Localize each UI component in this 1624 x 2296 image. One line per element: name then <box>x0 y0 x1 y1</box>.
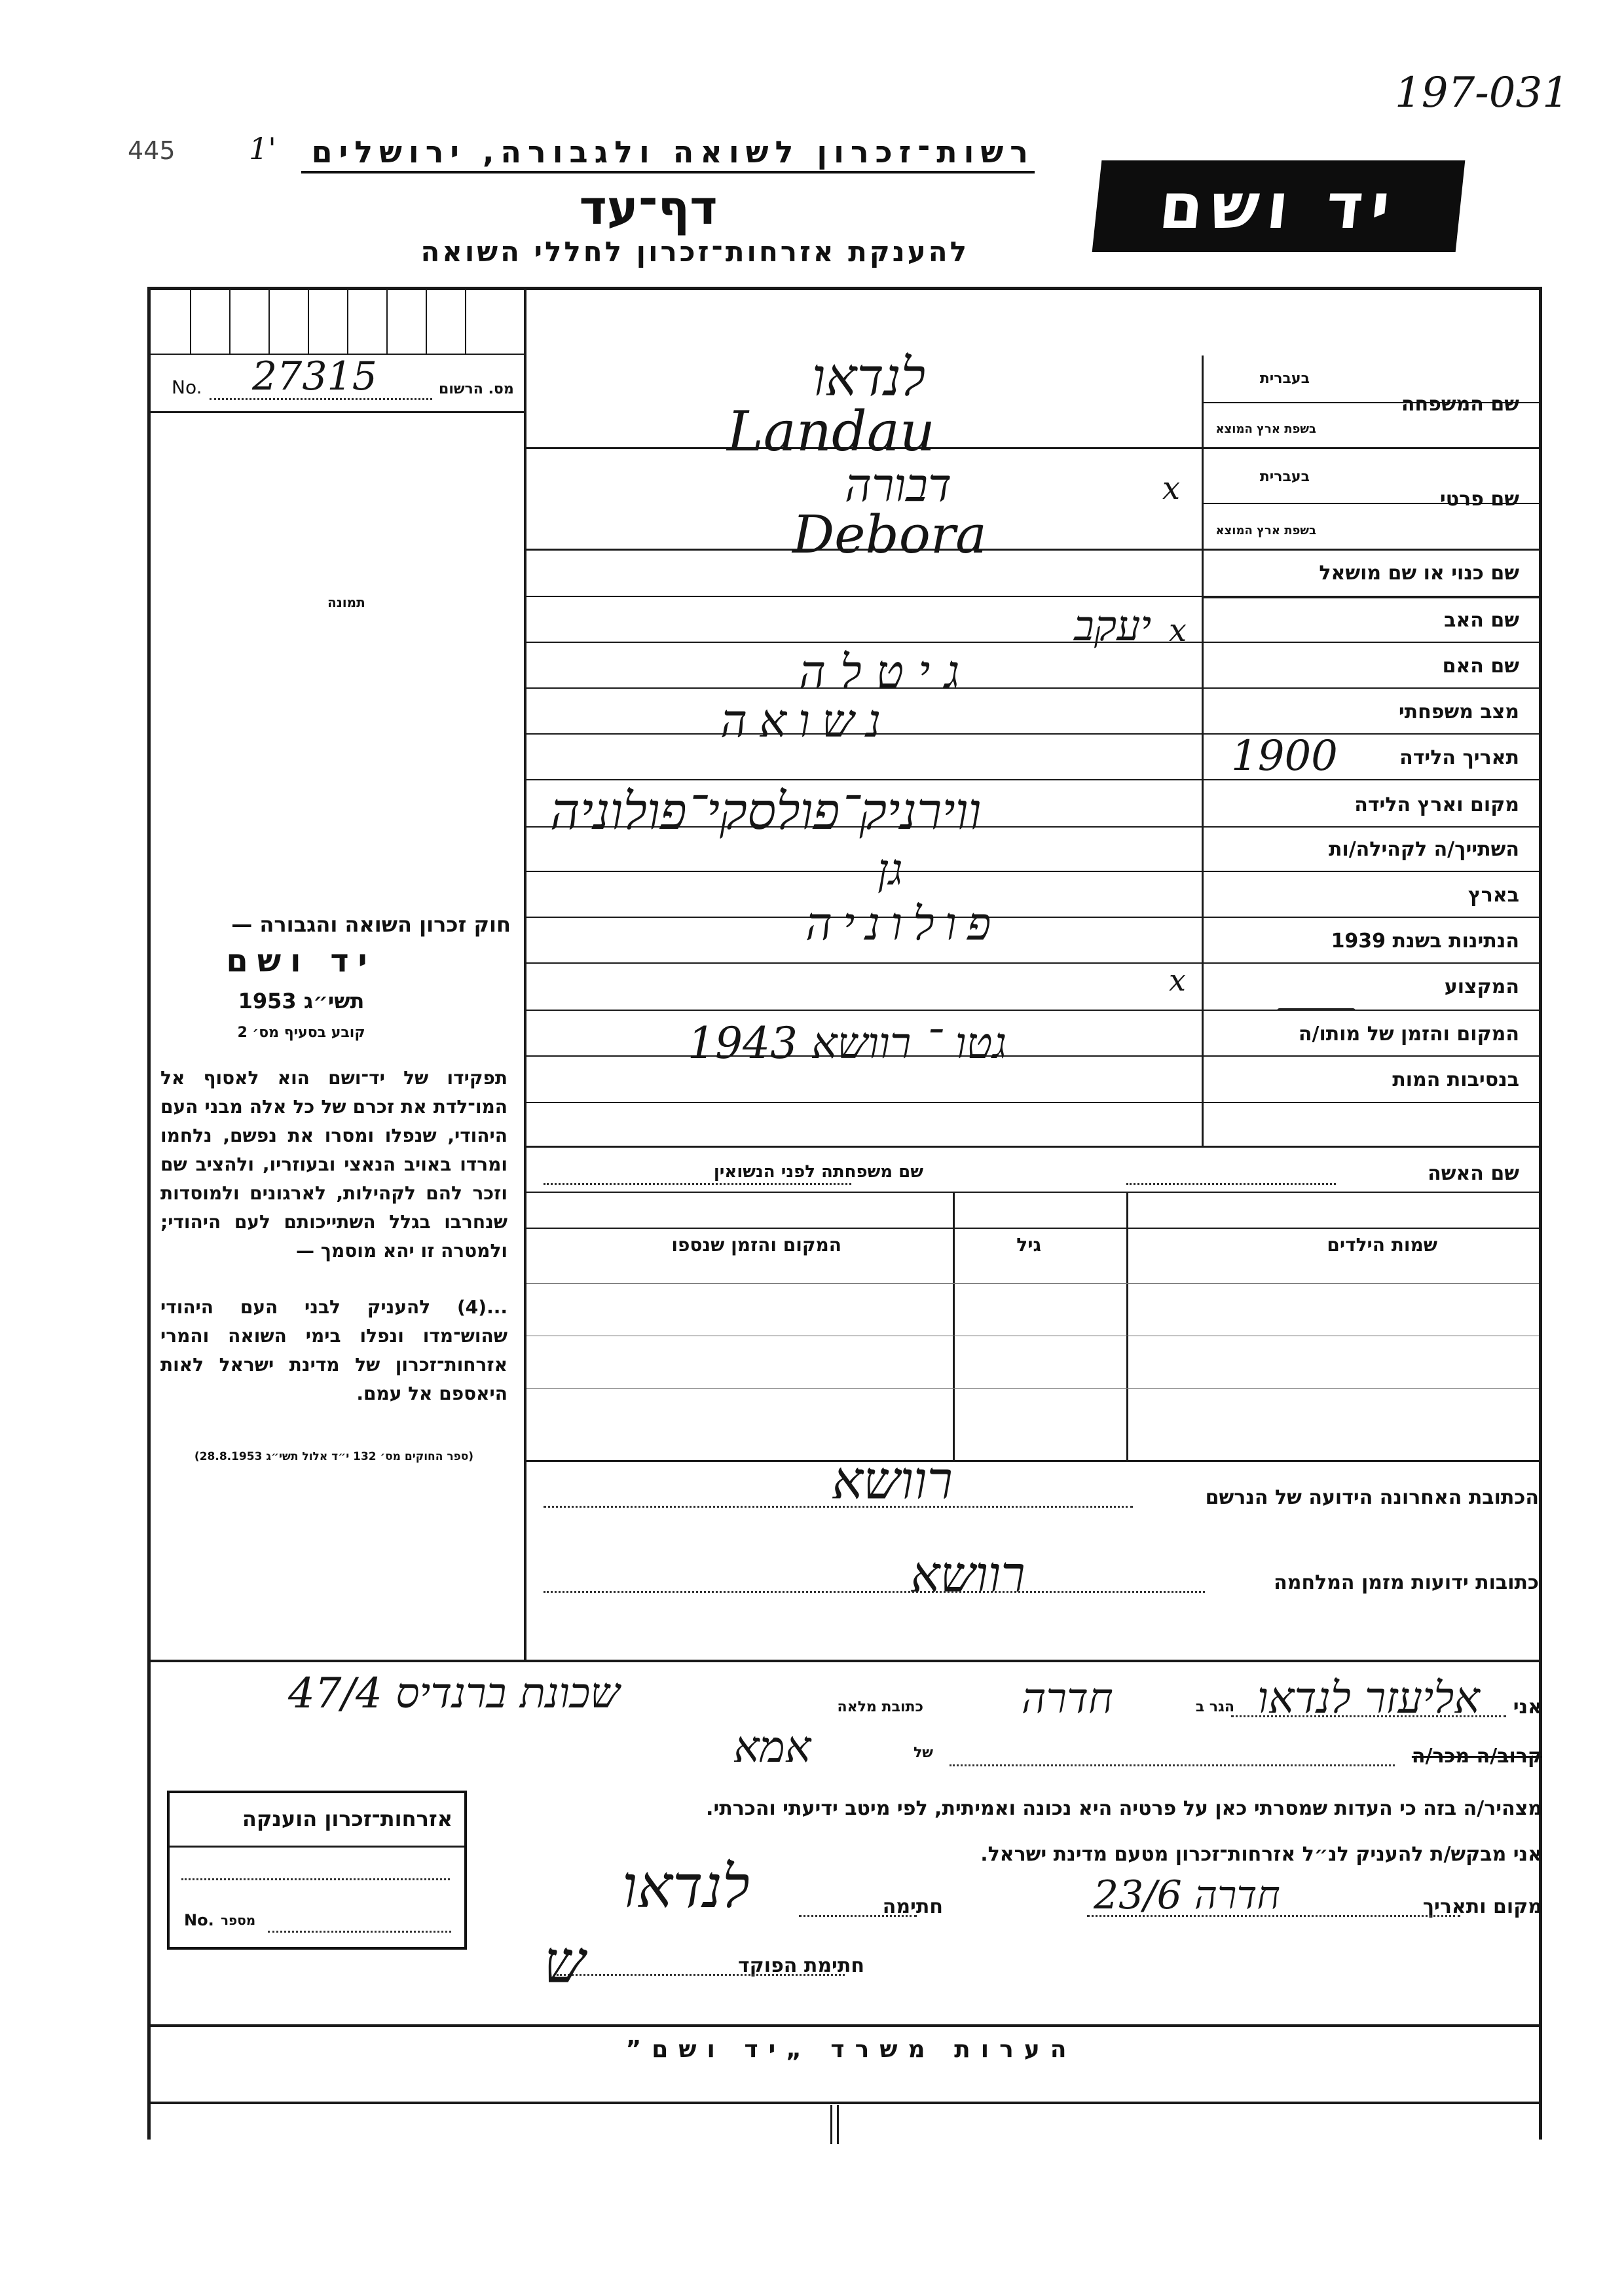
first-name-label: שם פרטי <box>1439 488 1519 511</box>
last-address-label: הכתובת האחרונה הידועה של הנרשם <box>1205 1486 1539 1509</box>
logo-text: יד ושם <box>1156 170 1401 243</box>
marital-value: נשואה <box>720 694 893 748</box>
declarant-name: אליעזר לנדאו <box>1257 1673 1480 1723</box>
birth-place-label: מקום וארץ הלידה <box>1354 793 1519 816</box>
family-hebrew-label: בעברית <box>1259 371 1310 387</box>
war-address-label: כתובות ידועות מזמן המלחמה <box>1274 1571 1539 1594</box>
declarant-address: שכונת ברנדיס 47/4 <box>288 1669 620 1718</box>
declarant-i-label: אני <box>1513 1696 1542 1719</box>
father-x-mark: x <box>1169 612 1187 649</box>
war-address-value: רוושא <box>910 1545 1025 1603</box>
officer-signature-value: ש <box>544 1928 585 1997</box>
law-name: יד ושם <box>226 943 377 979</box>
mother-value: גיטלה <box>799 645 974 699</box>
death-label: המקום והזמן של מותו/ה <box>1298 1023 1519 1046</box>
last-address-value: רוושא <box>832 1450 953 1511</box>
relative-label: קרוב/ה מכר/ה <box>1411 1745 1542 1768</box>
children-place-header: המקום והזמן שנספו <box>671 1234 841 1256</box>
birth-date-value: 1900 <box>1231 732 1338 780</box>
declaration-text: מצהיר/ה בזה כי העדות שמסרתי כאן על פרטיה היא נכונה ואמיתית, לפי מיטב ידיעתי והכרתי. <box>706 1797 1542 1820</box>
registration-no-label: No. <box>172 376 202 398</box>
declarant-city: חדרה <box>1022 1675 1113 1723</box>
file-number: 197-031 <box>1395 69 1569 117</box>
law-year: תשי״ג 1953 <box>238 989 365 1013</box>
family-name-label: שם המשפחה <box>1401 393 1519 416</box>
law-paragraph-2: ...(4) להעניק לבני העם היהודי שהוש־מדו ונפלו בימי השואה והמרי אזרחות־זכרון של מדינת ישראל לאות היאספם אל עמם. <box>160 1296 507 1404</box>
death-value: גטו ־ רוושא 1943 <box>688 1018 1007 1068</box>
law-source: (ספר החוקים מס׳ 132 י״ד אלול תשי״ג 28.8.1953) <box>194 1450 474 1463</box>
first-hebrew-label: בעברית <box>1259 469 1310 485</box>
of-label: של <box>913 1745 933 1761</box>
law-clause: קובע בסעיף מס׳ 2 <box>237 1025 365 1041</box>
certificate-title: אזרחות־זכרון הוענקה <box>242 1806 452 1831</box>
father-label: שם האב <box>1444 609 1519 632</box>
profession-label: המקצוע <box>1444 975 1519 998</box>
profession-x-mark: x <box>1169 962 1186 998</box>
request-text: אני מבקש/ת להעניק לנ״ל אזרחות־זכרון מטעם מדינת ישראל. <box>980 1843 1542 1866</box>
margin-note: 445 <box>128 136 175 165</box>
spouse-label: שם האשה <box>1428 1162 1519 1185</box>
children-age-header: גיל <box>1016 1234 1041 1256</box>
form-title: דף־עד <box>579 180 718 235</box>
law-paragraph-1: תפקידו של יד־ושם הוא לאסוף אל המו־לדת את זכרם של כל אלה מבני העם היהודי, שנפלו ומסרו את נפשם, נלחמו ומרדו באויב הנאצי ובעוזריו, ולהציב שם וזכר להם לקהילות, לארגונים ולמוסדות שנחרבו בגלל השתייכותם לעם היהודי; ולמטרה זו יהא מוסמך — <box>160 1067 507 1262</box>
registration-label: מס. הרשום <box>439 381 514 397</box>
signature-value: לנדאו <box>622 1853 750 1922</box>
father-value: יעקב <box>1074 602 1152 651</box>
family-name-hebrew: לנדאו <box>812 347 926 408</box>
first-name-latin: Debora <box>792 504 987 565</box>
certificate-number-label: מספר <box>221 1912 256 1928</box>
mother-label: שם האם <box>1442 655 1519 678</box>
full-address-label: כתובת מלאה <box>837 1699 923 1715</box>
photo-label: תמונה <box>327 594 365 610</box>
certificate-no-label: No. <box>184 1911 214 1929</box>
form-subtitle: להענקת אזרחות־זכרון לחללי השואה <box>420 236 969 268</box>
birth-place-value: ווירניק־פולסקי־פולוניה <box>550 782 982 841</box>
place-date-label: מקום ותאריך <box>1422 1895 1542 1918</box>
first-name-hebrew: דבורה <box>845 458 952 512</box>
marital-label: מצב משפחתי <box>1398 701 1519 723</box>
children-names-header: שמות הילדים <box>1327 1234 1437 1256</box>
yad-vashem-logo <box>1092 160 1466 252</box>
first-name-x-mark: x <box>1162 470 1181 507</box>
community-value: גן <box>877 845 903 895</box>
family-name-latin: Landau <box>727 399 935 464</box>
birth-date-label: תאריך הלידה <box>1399 746 1519 769</box>
officer-signature-label: חתימת הפוקד <box>738 1954 864 1977</box>
community-label: השתייך/ה לקהילה/ות <box>1328 838 1519 861</box>
relation-value: אמא <box>733 1722 811 1772</box>
family-origin-label: בשפת ארץ המוצא <box>1215 422 1316 436</box>
resident-label: הגר ב <box>1195 1699 1234 1715</box>
country-label: בארץ <box>1467 884 1519 907</box>
first-origin-label: בשפת ארץ המוצא <box>1215 524 1316 538</box>
register-grid <box>151 290 524 354</box>
office-notes-label: הערות משרד „יד ושם” <box>625 2036 1077 2063</box>
law-heading: חוק זכרון השואה והגבורה — <box>231 912 511 937</box>
signature-label: חתימה <box>882 1895 943 1918</box>
nickname-label: שם כנוי או שם מושאל <box>1319 562 1519 585</box>
authority-name: רשות־זכרון לשואה ולגבורה, ירושלים <box>301 134 1035 173</box>
certificate-box <box>167 1791 467 1950</box>
place-date-value: חדרה 23/6 <box>1094 1872 1280 1918</box>
profession-dash <box>1277 1008 1356 1011</box>
margin-mark: 1' <box>249 131 276 166</box>
registration-number: 27315 <box>252 354 377 399</box>
citizenship-label: הנתינות בשנת 1939 <box>1331 930 1519 953</box>
spouse-maiden-label: שם משפחתה לפני הנשואין <box>713 1162 923 1182</box>
country-value: פולוניה <box>805 897 1002 951</box>
death-circumstances-label: בנסיבות המות <box>1392 1068 1519 1091</box>
